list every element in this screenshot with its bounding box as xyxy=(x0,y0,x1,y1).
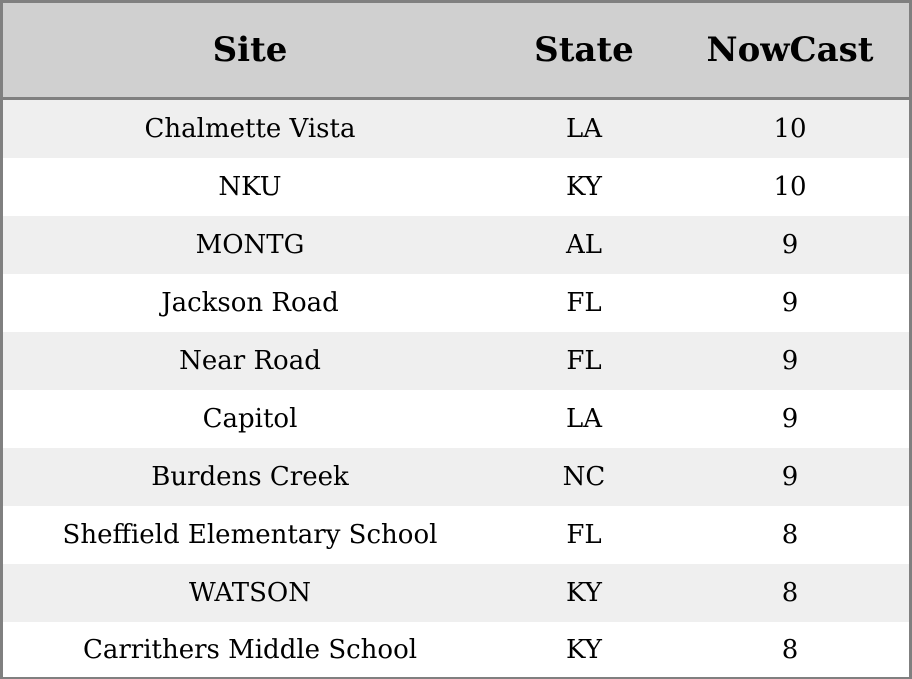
cell-state: LA xyxy=(565,404,603,434)
cell-site: Carrithers Middle School xyxy=(82,634,418,665)
table-row xyxy=(3,274,909,332)
table-row xyxy=(3,622,909,677)
table-row xyxy=(3,332,909,390)
cell-site: Near Road xyxy=(179,346,321,376)
cell-site: Jackson Road xyxy=(161,288,339,318)
table-row xyxy=(3,564,909,622)
cell-state: LA xyxy=(565,114,603,144)
cell-nowcast: 9 xyxy=(781,462,799,492)
cell-state: NC xyxy=(562,462,606,492)
cell-nowcast: 10 xyxy=(773,114,807,144)
table-header-row xyxy=(3,3,909,100)
table-row xyxy=(3,506,909,564)
cell-nowcast: 8 xyxy=(781,578,799,608)
cell-site: WATSON xyxy=(188,578,311,608)
cell-state: KY xyxy=(566,172,602,202)
table-row xyxy=(3,158,909,216)
cell-nowcast: 9 xyxy=(781,346,799,376)
cell-site: Burdens Creek xyxy=(151,462,349,492)
table-row xyxy=(3,100,909,158)
table-row xyxy=(3,216,909,274)
table-body xyxy=(3,100,909,677)
table-row xyxy=(3,390,909,448)
cell-site: NKU xyxy=(218,172,282,202)
cell-nowcast: 8 xyxy=(781,520,799,550)
header-state: State xyxy=(534,30,634,70)
cell-nowcast: 9 xyxy=(781,288,799,318)
cell-site: Capitol xyxy=(202,404,298,434)
cell-nowcast: 10 xyxy=(773,172,807,202)
cell-state: KY xyxy=(566,634,602,665)
cell-site: MONTG xyxy=(195,230,305,260)
cell-site: Sheffield Elementary School xyxy=(62,520,438,550)
cell-state: FL xyxy=(566,346,602,376)
table-row xyxy=(3,448,909,506)
cell-state: FL xyxy=(566,288,602,318)
cell-state: KY xyxy=(566,578,602,608)
cell-nowcast: 8 xyxy=(781,634,799,665)
cell-nowcast: 9 xyxy=(781,404,799,434)
cell-state: FL xyxy=(566,520,602,550)
cell-nowcast: 9 xyxy=(781,230,799,260)
cell-state: AL xyxy=(565,230,603,260)
cell-site: Chalmette Vista xyxy=(144,114,356,144)
header-site: Site xyxy=(212,30,288,70)
header-nowcast: NowCast xyxy=(706,30,874,70)
